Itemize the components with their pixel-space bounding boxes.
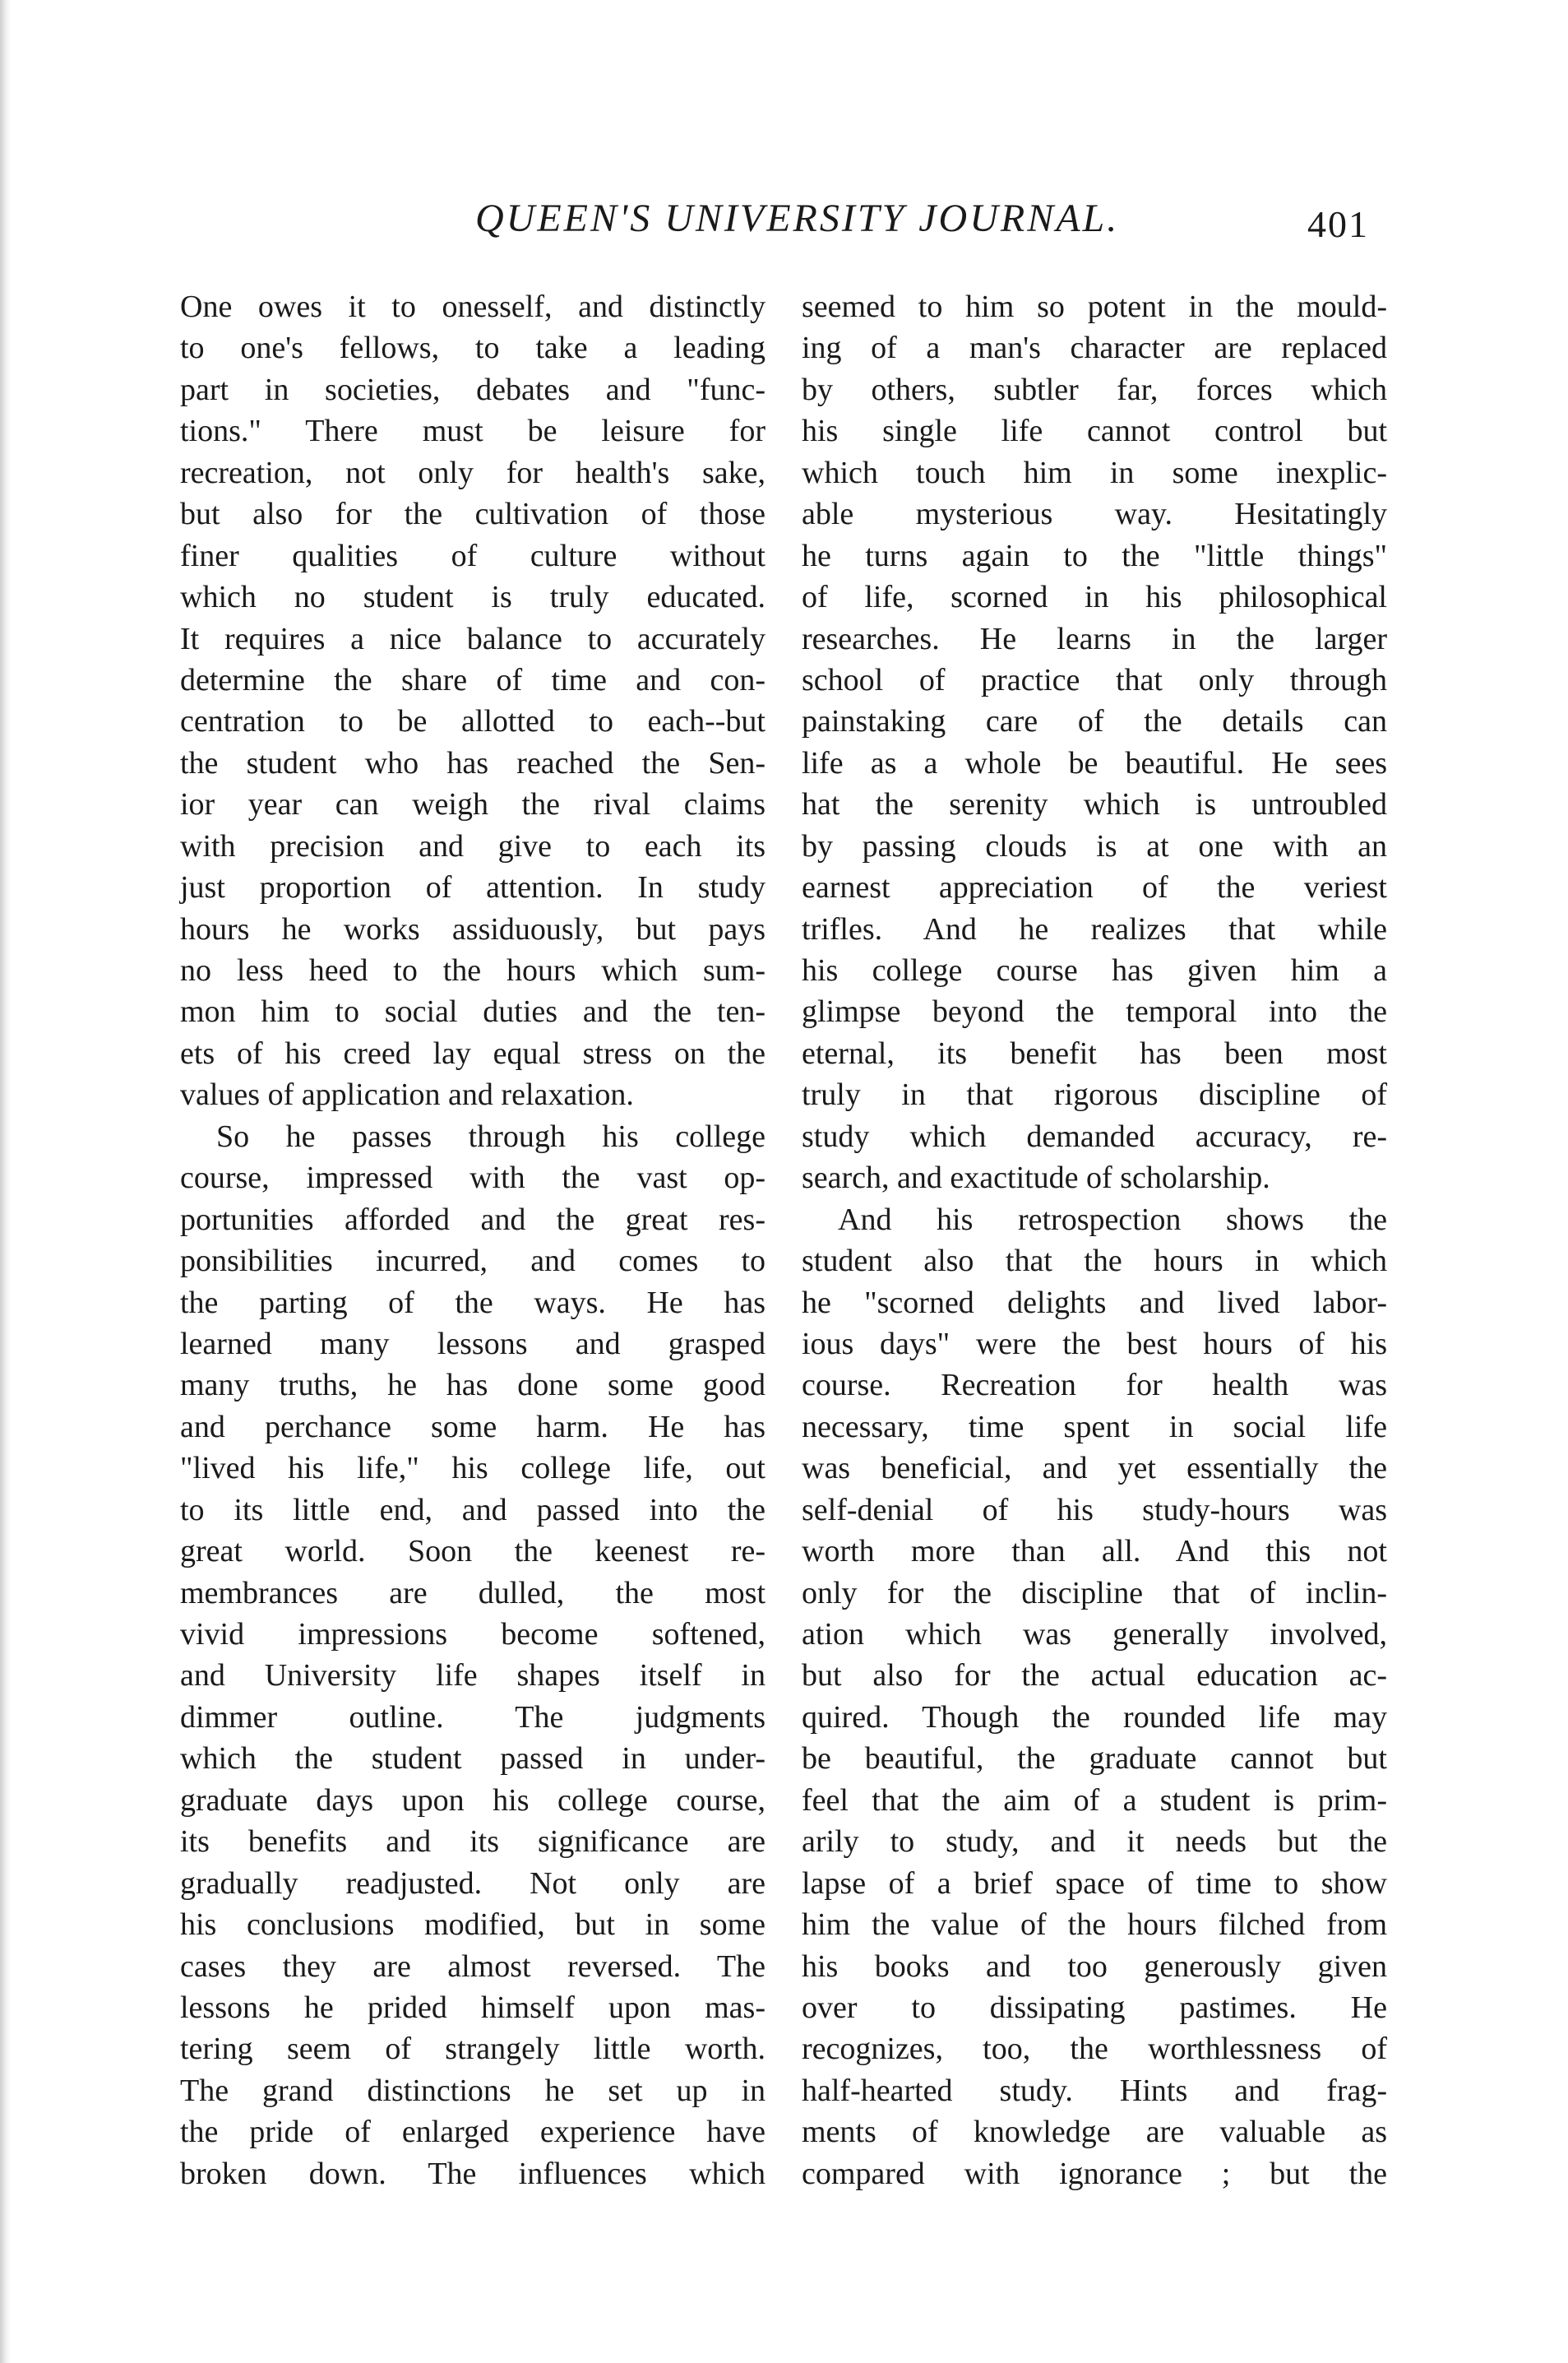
text-line: ation which was generally involved, (802, 1617, 1387, 1652)
text-line: mon him to social duties and the ten- (180, 994, 765, 1030)
text-line: by others, subtler far, forces which (802, 372, 1387, 407)
text-line: necessary, time spent in social life (802, 1409, 1387, 1444)
text-line: and perchance some harm. He has (180, 1409, 765, 1444)
page-number: 401 (1307, 203, 1369, 245)
text-line: be beautiful, the graduate cannot but (802, 1741, 1387, 1777)
text-line: to its little end, and passed into the (180, 1492, 765, 1527)
text-line: able mysterious way. Hesitatingly (802, 497, 1387, 532)
text-line: student also that the hours in which (802, 1244, 1387, 1279)
text-line: vivid impressions become softened, (180, 1617, 765, 1652)
text-line: only for the discipline that of inclin- (802, 1575, 1387, 1610)
text-line: was beneficial, and yet essentially the (802, 1451, 1387, 1486)
paragraph-end-line: search, and exactitude of scholarship. (802, 1161, 1270, 1196)
text-line: cases they are almost reversed. The (180, 1948, 765, 1984)
text-line: by passing clouds is at one with an (802, 828, 1387, 864)
text-line: his conclusions modified, but in some (180, 1907, 765, 1943)
text-line: lessons he prided himself upon mas- (180, 1990, 765, 2025)
text-line: hours he works assiduously, but pays (180, 911, 765, 947)
text-line: hat the serenity which is untroubled (802, 787, 1387, 822)
text-line: study which demanded accuracy, re- (802, 1119, 1387, 1154)
text-line: tering seem of strangely little worth. (180, 2032, 765, 2067)
paragraph-end-line: values of application and relaxation. (180, 1077, 634, 1113)
right-text-column (802, 286, 1387, 2194)
text-line: It requires a nice balance to accurately (180, 621, 765, 656)
text-line: graduate days upon his college course, (180, 1782, 765, 1818)
text-line: self-denial of his study-hours was (802, 1492, 1387, 1527)
text-line: no less heed to the hours which sum- (180, 953, 765, 988)
text-line: ior year can weigh the rival claims (180, 787, 765, 822)
text-line: researches. He learns in the larger (802, 621, 1387, 656)
text-line: quired. Though the rounded life may (802, 1699, 1387, 1735)
text-line: lapse of a brief space of time to show (802, 1865, 1387, 1901)
text-line: eternal, its benefit has been most (802, 1036, 1387, 1071)
text-line: worth more than all. And this not (802, 1534, 1387, 1569)
text-line: the pride of enlarged experience have (180, 2115, 765, 2150)
text-line: but also for the actual education ac- (802, 1658, 1387, 1693)
text-line: feel that the aim of a student is prim- (802, 1782, 1387, 1818)
paragraph-start-line: So he passes through his college (216, 1119, 765, 1154)
text-line: which the student passed in under- (180, 1741, 765, 1777)
text-line: gradually readjusted. Not only are (180, 1865, 765, 1901)
text-line: arily to study, and it needs but the (802, 1824, 1387, 1860)
text-line: earnest appreciation of the veriest (802, 870, 1387, 906)
text-line: course. Recreation for health was (802, 1368, 1387, 1403)
text-line: the parting of the ways. He has (180, 1285, 765, 1320)
text-line: dimmer outline. The judgments (180, 1699, 765, 1735)
text-line: half-hearted study. Hints and frag- (802, 2073, 1387, 2108)
text-line: determine the share of time and con- (180, 662, 765, 697)
text-line: with precision and give to each its (180, 828, 765, 864)
text-line: seemed to him so potent in the mould- (802, 290, 1387, 324)
text-line: his single life cannot control but (802, 414, 1387, 449)
text-line: compared with ignorance ; but the (802, 2156, 1387, 2191)
text-line: The grand distinctions he set up in (180, 2073, 765, 2108)
text-line: his college course has given him a (802, 953, 1387, 988)
text-line: ponsibilities incurred, and comes to (180, 1244, 765, 1279)
text-line: painstaking care of the details can (802, 704, 1387, 739)
scanned-page-edge (0, 0, 12, 2363)
text-line: him the value of the hours filched from (802, 1907, 1387, 1943)
text-line: he turns again to the "little things" (802, 538, 1387, 573)
text-line: he "scorned delights and lived labor- (802, 1285, 1387, 1320)
text-line: to one's fellows, to take a leading (180, 331, 765, 366)
text-line: recognizes, too, the worthlessness of (802, 2032, 1387, 2067)
text-line: "lived his life," his college life, out (180, 1451, 765, 1486)
text-line: ing of a man's character are replaced (802, 331, 1387, 366)
text-line: course, impressed with the vast op- (180, 1161, 765, 1196)
text-line: part in societies, debates and "func- (180, 372, 765, 407)
text-line: just proportion of attention. In study (180, 870, 765, 906)
text-line: ments of knowledge are valuable as (802, 2115, 1387, 2150)
text-line: the student who has reached the Sen- (180, 745, 765, 781)
journal-title: QUEEN'S UNIVERSITY JOURNAL. (475, 197, 1120, 240)
paragraph-start-line: And his retrospection shows the (838, 1202, 1387, 1237)
text-line: and University life shapes itself in (180, 1658, 765, 1693)
text-line: centration to be allotted to each--but (180, 704, 765, 739)
text-line: life as a whole be beautiful. He sees (802, 745, 1387, 781)
text-line: ets of his creed lay equal stress on the (180, 1036, 765, 1071)
text-line: over to dissipating pastimes. He (802, 1990, 1387, 2025)
text-line: membrances are dulled, the most (180, 1575, 765, 1610)
text-line: but also for the cultivation of those (180, 497, 765, 532)
text-line: recreation, not only for health's sake, (180, 455, 765, 490)
text-line: school of practice that only through (802, 662, 1387, 697)
text-line: learned many lessons and grasped (180, 1326, 765, 1361)
text-line: of life, scorned in his philosophical (802, 580, 1387, 615)
text-line: its benefits and its significance are (180, 1824, 765, 1860)
text-line: trifles. And he realizes that while (802, 911, 1387, 947)
text-line: portunities afforded and the great res- (180, 1202, 765, 1237)
text-line: his books and too generously given (802, 1948, 1387, 1984)
page-header (0, 196, 1568, 262)
text-line: truly in that rigorous discipline of (802, 1077, 1387, 1113)
text-line: ious days" were the best hours of his (802, 1326, 1387, 1361)
text-line: glimpse beyond the temporal into the (802, 994, 1387, 1030)
text-line: many truths, he has done some good (180, 1368, 765, 1403)
text-line: One owes it to onesself, and distinctly (180, 290, 765, 324)
text-line: which no student is truly educated. (180, 580, 765, 615)
text-line: tions." There must be leisure for (180, 414, 765, 449)
text-line: broken down. The influences which (180, 2156, 765, 2191)
left-text-column (180, 286, 765, 2194)
text-line: which touch him in some inexplic- (802, 455, 1387, 490)
text-line: finer qualities of culture without (180, 538, 765, 573)
text-line: great world. Soon the keenest re- (180, 1534, 765, 1569)
